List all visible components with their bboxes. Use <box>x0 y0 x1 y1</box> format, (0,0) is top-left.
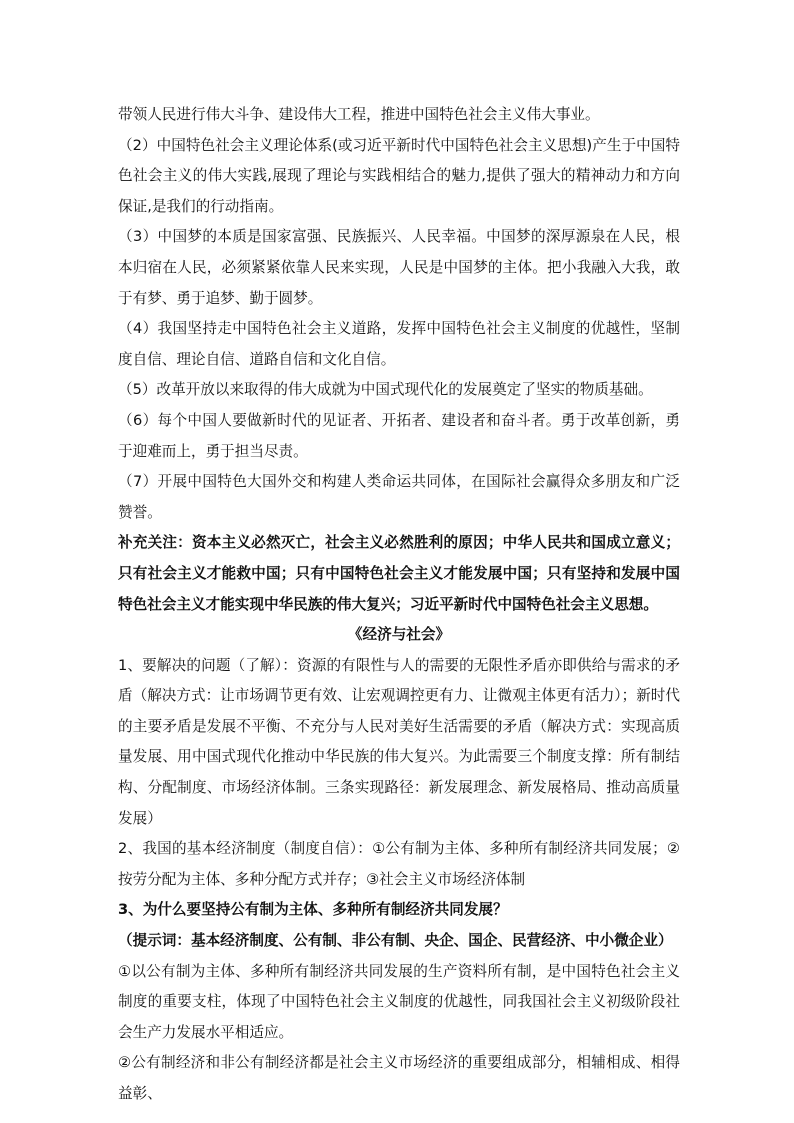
paragraph-item-4: （4）我国坚持走中国特色社会主义道路，发挥中国特色社会主义制度的优越性，坚制度自信、理论自信、道路自信和文化自信。 <box>118 320 680 368</box>
paragraph-question-1: 1、要解决的问题（了解）：资源的有限性与人的需要的无限性矛盾亦即供给与需求的矛盾（解决方式：让市场调节更有效、让宏观调控更有力、让微观主体更有活力）；新时代的主要矛盾是发展不平衡、不充分与人民对美好生活需要的矛盾（解决方式：实现高质量发展、用中国式现代化推动中华民族的伟大复兴。为此需要三个制度支撑：所有制结构、分配制度、市场经济体制。三条实现路径：新发展理念、新发展格局、推动高质量发展） <box>118 656 680 827</box>
paragraph-answer-2: ②公有制经济和非公有制经济都是社会主义市场经济的重要组成部分，相辅相成、相得益彰、 <box>118 1054 680 1102</box>
paragraph-question-2: 2、我国的基本经济制度（制度自信）：①公有制为主体、多种所有制经济共同发展；②按劳分配为主体、多种分配方式并存；③社会主义市场经济体制 <box>118 840 680 888</box>
paragraph-question-3-heading: 3、为什么要坚持公有制为主体、多种所有制经济共同发展？ <box>118 901 508 919</box>
paragraph-answer-1: ①以公有制为主体、多种所有制经济共同发展的生产资料所有制，是中国特色社会主义制度的重要支柱，体现了中国特色社会主义制度的优越性，同我国社会主义初级阶段社会生产力发展水平相适应。 <box>118 962 680 1041</box>
paragraph-item-6: （6）每个中国人要做新时代的见证者、开拓者、建设者和奋斗者。勇于改革创新，勇于迎难而上，勇于担当尽责。 <box>118 411 680 460</box>
paragraph-item-7: （7）开展中国特色大国外交和构建人类命运共同体，在国际社会赢得众多朋友和广泛赞誉。 <box>118 473 680 521</box>
paragraph-item-5: （5）改革开放以来取得的伟大成就为中国式现代化的发展奠定了坚实的物质基础。 <box>118 381 653 399</box>
paragraph-item-2: （2）中国特色社会主义理论体系(或习近平新时代中国特色社会主义思想)产生于中国特色社会主义的伟大实践,展现了理论与实践相结合的魅力,提供了强大的精神动力和方向保证,是我们的行动指南。 <box>118 136 680 215</box>
paragraph-hint-keywords: （提示词：基本经济制度、公有制、非公有制、央企、国企、民营经济、中小微企业） <box>118 932 673 950</box>
document-body <box>118 100 680 1110</box>
section-title-economy-society: 《经济与社会》 <box>347 626 451 644</box>
paragraph-intro-continuation: 带领人民进行伟大斗争、建设伟大工程，推进中国特色社会主义伟大事业。 <box>118 106 600 123</box>
paragraph-item-3: （3）中国梦的本质是国家富强、民族振兴、人民幸福。中国梦的深厚源泉在人民，根本归宿在人民，必须紧紧依靠人民来实现，人民是中国梦的主体。把小我融入大我，敢于有梦、勇于追梦、勤于圆梦。 <box>118 228 680 307</box>
paragraph-supplement-note: 补充关注：资本主义必然灭亡，社会主义必然胜利的原因；中华人民共和国成立意义；只有社会主义才能救中国；只有中国特色社会主义才能发展中国；只有坚持和发展中国特色社会主义才能实现中华民族的伟大复兴；习近平新时代中国特色社会主义思想。 <box>118 534 680 613</box>
